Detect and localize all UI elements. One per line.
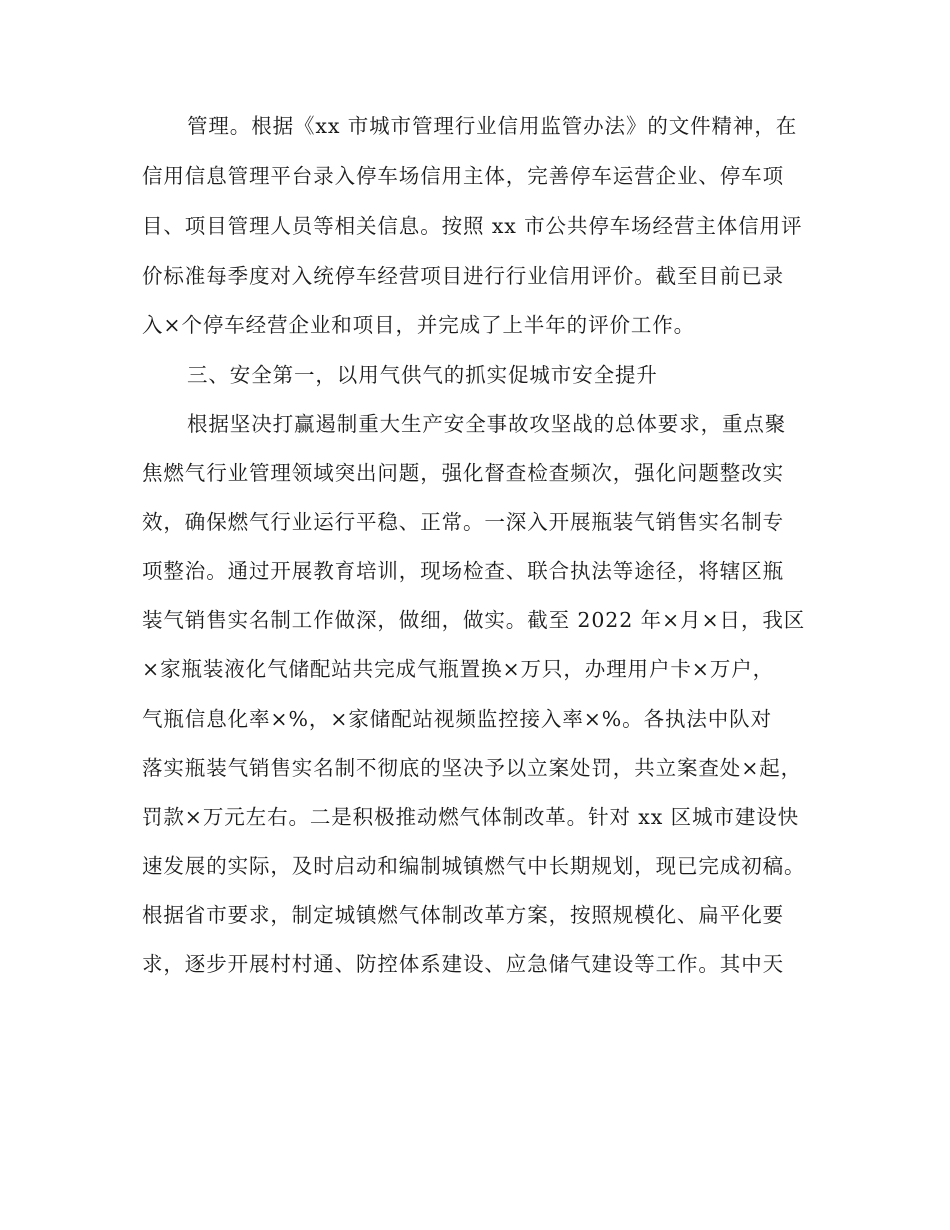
paragraph-line: 焦燃气行业管理领域突出问题，强化督查检查频次，强化问题整改实 xyxy=(142,461,784,485)
paragraph-line: 目、项目管理人员等相关信息。按照 xx 市公共停车场经营主体信用评 xyxy=(142,214,803,238)
paragraph-line: 根据坚决打赢遏制重大生产安全事故攻坚战的总体要求，重点聚 xyxy=(187,412,787,436)
paragraph-line: 入×个停车经营企业和项目，并完成了上半年的评价工作。 xyxy=(142,313,696,337)
paragraph-line: 求，逐步开展村村通、防控体系建设、应急储气建设等工作。其中天 xyxy=(142,952,784,976)
paragraph-line: 信用信息管理平台录入停车场信用主体，完善停车运营企业、停车项 xyxy=(142,164,784,188)
paragraph-line: 落实瓶装气销售实名制不彻底的坚决予以立案处罚，共立案查处×起， xyxy=(142,756,803,780)
paragraph-line: ×家瓶装液化气储配站共完成气瓶置换×万只，办理用户卡×万户， xyxy=(142,657,775,681)
paragraph-line: 价标准每季度对入统停车经营项目进行行业信用评价。截至目前已录 xyxy=(142,264,784,288)
paragraph-line: 项整治。通过开展教育培训，现场检查、联合执法等途径，将辖区瓶 xyxy=(142,559,784,583)
paragraph-line: 效，确保燃气行业运行平稳、正常。一深入开展瓶装气销售实名制专 xyxy=(142,510,784,534)
paragraph-line: 根据省市要求，制定城镇燃气体制改革方案，按照规模化、扁平化要 xyxy=(142,903,784,927)
paragraph-line: 气瓶信息化率×%，×家储配站视频监控接入率×%。各执法中队对 xyxy=(142,707,772,731)
paragraph-line: 罚款×万元左右。二是积极推动燃气体制改革。针对 xx 区城市建设快 xyxy=(142,805,800,829)
section-heading: 三、安全第一，以用气供气的抓实促城市安全提升 xyxy=(187,363,658,387)
paragraph-line: 装气销售实名制工作做深，做细，做实。截至 2022 年×月×日，我区 xyxy=(142,608,806,632)
paragraph-line: 速发展的实际，及时启动和编制城镇燃气中长期规划，现已完成初稿。 xyxy=(142,854,806,878)
paragraph-line: 管理。根据《xx 市城市管理行业信用监管办法》的文件精神，在 xyxy=(187,114,798,138)
